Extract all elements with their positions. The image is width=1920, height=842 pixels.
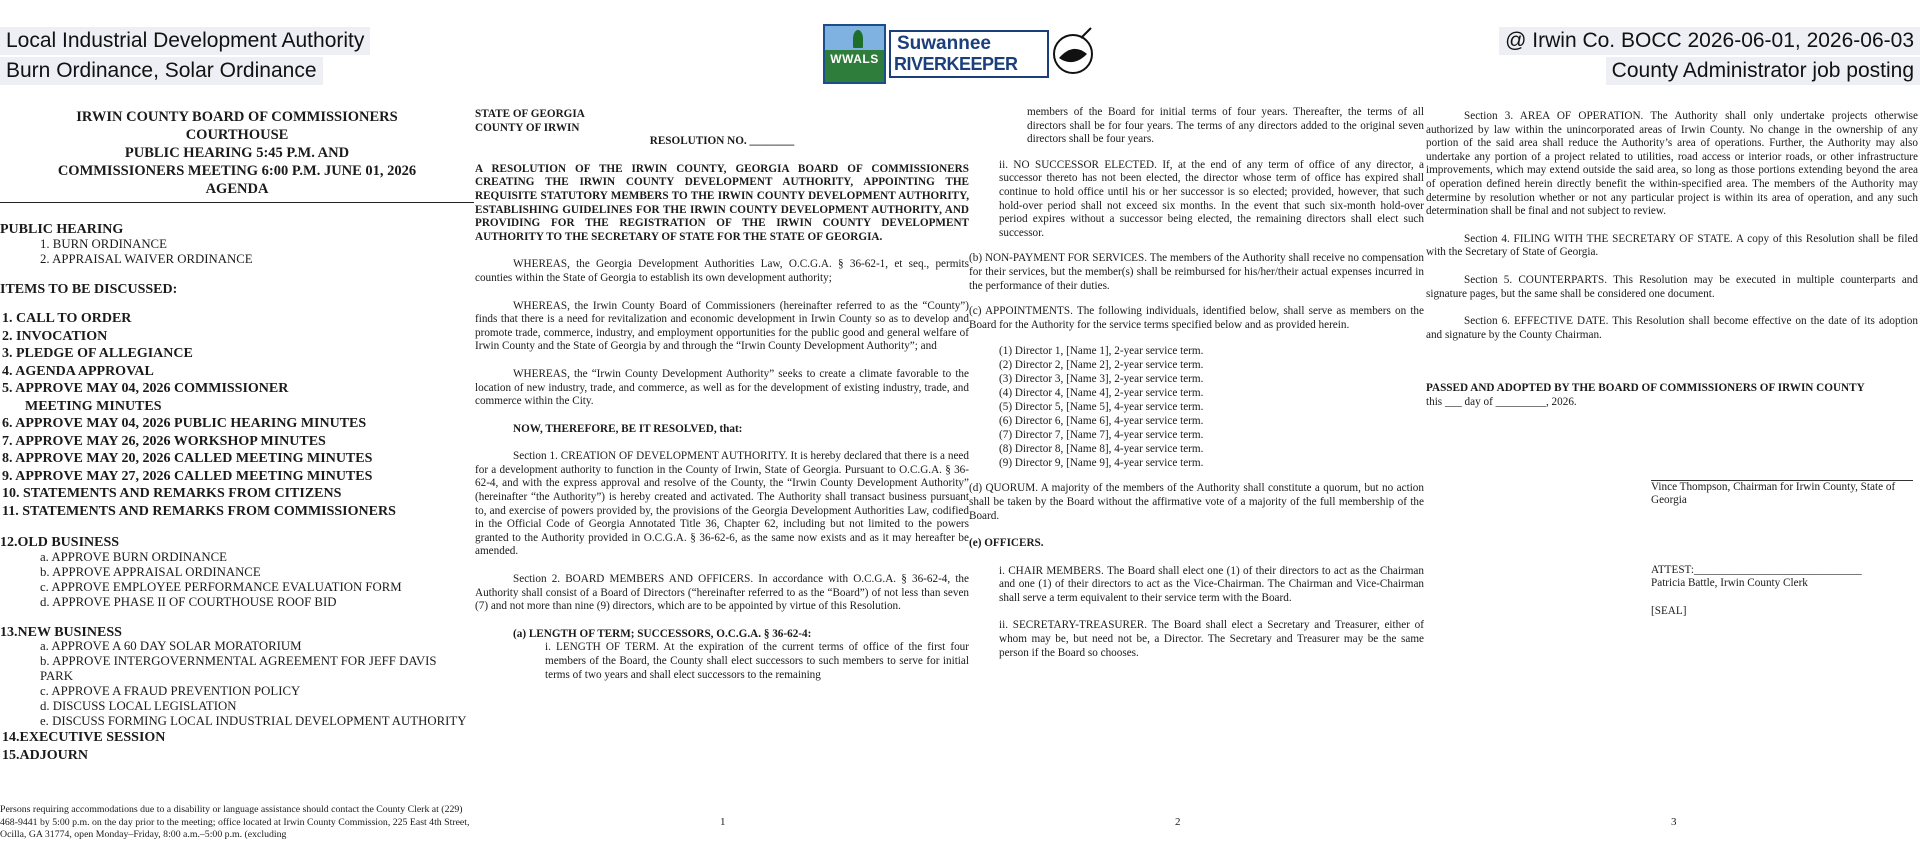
section-5: Section 5. COUNTERPARTS. This Resolution may be executed in multiple counterparts and signature pages, but the same shall be considered one document. — [1426, 273, 1918, 300]
list-item: e. DISCUSS FORMING LOCAL INDUSTRIAL DEVELOPMENT AUTHORITY — [40, 714, 467, 729]
chairman-signature: Vince Thompson, Chairman for Irwin County, State of Georgia — [1651, 480, 1896, 507]
section-2a-i: i. LENGTH OF TERM. At the expiration of the current terms of office of the first four members of the Board, the County shall elect successors to such members to serve for initial terms of two years and shall elect successors to the remaining — [545, 641, 969, 681]
list-item: (8) Director 8, [Name 8], 4-year service term. — [999, 443, 1204, 456]
day-line: this ___ day of _________, 2026. — [1426, 395, 1577, 408]
agenda-item: 9. APPROVE MAY 27, 2026 CALLED MEETING MINUTES — [2, 468, 373, 484]
agenda-header-line: AGENDA — [205, 181, 269, 197]
agenda-item: 15.ADJOURN — [2, 747, 88, 763]
agenda-item: 4. AGENDA APPROVAL — [2, 363, 154, 379]
resolution-page-3 — [1426, 108, 1918, 618]
list-item: (6) Director 6, [Name 6], 4-year service term. — [999, 415, 1204, 428]
resolution-title: A RESOLUTION OF THE IRWIN COUNTY, GEORGIA BOARD OF COMMISSIONERS CREATING THE IRWIN COUNTY DEVELOPMENT AUTHORITY, APPOINTING THE REQUISITE STATUTORY MEMBERS TO THE IRWIN COUNTY DEVELOPMENT AUTHORITY, ESTABLISHING GUIDELINES FOR THE IRWIN COUNTY DEVELOPMENT AUTHORITY, AND PROVIDING FOR THE REGISTRATION OF THE IRWIN COUNTY DEVELOPMENT AUTHORITY TO THE SECRETARY OF STATE FOR THE STATE OF GEORGIA. — [475, 162, 969, 243]
caption-topic-ordinances: Burn Ordinance, Solar Ordinance — [0, 57, 323, 85]
list-item: a. APPROVE A 60 DAY SOLAR MORATORIUM — [40, 639, 302, 654]
appointments-clause: (c) APPOINTMENTS. The following individuals, identified below, shall serve as members on the Board for the Authority for the service terms specified below and as provided herein. — [969, 305, 1424, 331]
agenda-item: 10. STATEMENTS AND REMARKS FROM CITIZENS — [2, 486, 342, 502]
section-2a-heading: (a) LENGTH OF TERM; SUCCESSORS, O.C.G.A. § 36-62-4: — [513, 627, 812, 640]
wwals-logo-text: WWALS — [830, 52, 879, 66]
list-item: (3) Director 3, [Name 3], 2-year service term. — [999, 373, 1204, 386]
list-item: (9) Director 9, [Name 9], 4-year service term. — [999, 457, 1204, 470]
resolved-line: NOW, THEREFORE, BE IT RESOLVED, that: — [513, 422, 743, 435]
non-payment-clause: (b) NON-PAYMENT FOR SERVICES. The members of the Authority shall receive no compensation for their services, but the member(s) shall be reimbursed for his/her/their actual expenses incurred in the performance of their duties. — [969, 252, 1424, 292]
agenda-item: MEETING MINUTES — [25, 398, 162, 414]
passed-adopted-line: PASSED AND ADOPTED BY THE BOARD OF COMMISSIONERS OF IRWIN COUNTY — [1426, 382, 1865, 395]
agenda-header-line: PUBLIC HEARING 5:45 P.M. AND — [124, 145, 350, 161]
fish-emblem-icon — [1051, 24, 1095, 84]
agenda-header-line: COMMISSIONERS MEETING 6:00 P.M. JUNE 01, 2026 — [57, 163, 417, 179]
list-item: b. APPROVE INTERGOVERNMENTAL AGREEMENT FOR JEFF DAVIS — [40, 654, 437, 669]
list-item: (1) Director 1, [Name 1], 2-year service term. — [999, 345, 1204, 358]
agenda-header-line: IRWIN COUNTY BOARD OF COMMISSIONERS — [76, 109, 398, 125]
quorum-clause: (d) QUORUM. A majority of the members of the Authority shall constitute a quorum, but no action shall be taken by the Board without the affirmative vote of a majority of the full membership of the Board. — [969, 482, 1424, 522]
page-number: 1 — [720, 816, 726, 828]
caption-meeting-dates: @ Irwin Co. BOCC 2026-06-01, 2026-06-03 — [1499, 27, 1920, 55]
agenda-header-line: COURTHOUSE — [185, 127, 289, 143]
section-2: Section 2. BOARD MEMBERS AND OFFICERS. In accordance with O.C.G.A. § 36-62-4, the Authority shall consist of a Board of Directors (“hereinafter referred to as the “Board”) of not less than seven (7) and not more than nine (9) directors, which are to be appointed by virtue of this Resolution. — [475, 573, 969, 613]
items-discussed-heading: ITEMS TO BE DISCUSSED: — [0, 281, 178, 297]
riverkeeper-logo — [889, 30, 1049, 78]
list-item: (2) Director 2, [Name 2], 2-year service term. — [999, 359, 1204, 372]
agenda-item: 7. APPROVE MAY 26, 2026 WORKSHOP MINUTES — [2, 433, 326, 449]
list-item: d. APPROVE PHASE II OF COURTHOUSE ROOF BID — [40, 594, 337, 609]
list-item: c. APPROVE A FRAUD PREVENTION POLICY — [40, 684, 301, 699]
seal-placeholder: [SEAL] — [1651, 604, 1687, 617]
old-business-heading: 12.OLD BUSINESS — [0, 535, 120, 551]
list-item: (4) Director 4, [Name 4], 2-year service term. — [999, 387, 1204, 400]
page-number: 3 — [1671, 816, 1677, 828]
page-number: 2 — [1175, 816, 1181, 828]
whereas-paragraph: WHEREAS, the “Irwin County Development Authority” seeks to create a climate favorable to the location of new industry, trade, and commerce, as well as for the development of existing industry, trade, and commerce within the City. — [475, 367, 969, 408]
resolution-page-2 — [969, 108, 1424, 660]
clerk-name: Patricia Battle, Irwin County Clerk — [1651, 577, 1808, 590]
agenda-item: 3. PLEDGE OF ALLEGIANCE — [2, 346, 193, 362]
agenda-header — [0, 108, 474, 198]
agenda-item: 14.EXECUTIVE SESSION — [2, 730, 166, 746]
caption-topic-authority: Local Industrial Development Authority — [0, 27, 370, 55]
agenda-item: 1. CALL TO ORDER — [2, 311, 132, 327]
wwals-logo — [823, 24, 886, 84]
whereas-paragraph: WHEREAS, the Irwin County Board of Commissioners (hereinafter referred to as the “County”) finds that there is a need for revitalization and economic development in Irwin County so as to develop and promote trade, commerce, industry, and employment opportunities for the public good and general welfare of Irwin County and the State of Georgia by and through the “Irwin County Development Authority”; and — [475, 299, 969, 353]
section-6: Section 6. EFFECTIVE DATE. This Resolution shall become effective on the date of its adoption and signature by the County Chairman. — [1426, 315, 1918, 341]
riverkeeper-logo-bottom: RIVERKEEPER — [894, 54, 1018, 74]
agenda-footnote: Persons requiring accommodations due to a disability or language assistance should contact the County Clerk at (229) 468-9441 by 5:00 p.m. on the day prior to the meeting; office located at Irwin County Commission, 225 East 4th Street, Ocilla, GA 31774, open Monday–Friday, 8:00 a.m.–5:00 p.m. (excluding — [0, 804, 470, 841]
agenda-item: 2. INVOCATION — [2, 328, 108, 344]
section-4: Section 4. FILING WITH THE SECRETARY OF STATE. A copy of this Resolution shall be filed with the Secretary of State of Georgia. — [1426, 232, 1918, 259]
list-item: PARK — [40, 669, 73, 684]
no-successor-clause: ii. NO SUCCESSOR ELECTED. If, at the end of any term of office of any director, a successor thereto has not been elected, the director whose term of office has expired shall continue to hold office until his or her successor is so elected; provided, however, that such hold-over period shall not exceed six months. In the event that such six-month hold-over period expires without a successor being elected, the remaining directors shall elect such successor. — [999, 158, 1424, 239]
whereas-paragraph: WHEREAS, the Georgia Development Authorities Law, O.C.G.A. § 36-62-1, et seq., permits counties within the State of Georgia to establish its own development authority; — [475, 258, 969, 284]
secretary-treasurer-clause: ii. SECRETARY-TREASURER. The Board shall elect a Secretary and Treasurer, either of whom may be, but need not be, a Director. The Secretary and Treasurer may be the same person if the Board so chooses. — [999, 619, 1424, 659]
state-line: STATE OF GEORGIA — [475, 108, 585, 120]
list-item: b. APPROVE APPRAISAL ORDINANCE — [40, 564, 261, 579]
riverkeeper-logo-top: Suwannee — [897, 33, 991, 54]
list-item: 1. BURN ORDINANCE — [40, 236, 167, 251]
divider — [0, 202, 474, 203]
list-item: 2. APPRAISAL WAIVER ORDINANCE — [40, 251, 253, 266]
list-item: c. APPROVE EMPLOYEE PERFORMANCE EVALUATION FORM — [40, 579, 402, 594]
caption-job-posting: County Administrator job posting — [1606, 57, 1920, 85]
agenda-item: 8. APPROVE MAY 20, 2026 CALLED MEETING MINUTES — [2, 451, 373, 467]
section-3: Section 3. AREA OF OPERATION. The Authority shall only undertake projects otherwise authorized by law within the unincorporated areas of Irwin County. No change in the ownership of any portion of the said area shall reduce the Authority’s area of operations. Further, the Authority may also undertake any portion of a project related to utilities, road access or interior roads, or other infrastructure improvements, which may extend outside the said area, so long as those portions extending beyond the area of operation defined herein directly benefit the within-specified area. The members of the Authority may determine by resolution whether or not any particular project is within its area of operation, and any such determination shall be final and not subject to review. — [1426, 110, 1918, 218]
list-item: (5) Director 5, [Name 5], 4-year service term. — [999, 401, 1204, 414]
new-business-heading: 13.NEW BUSINESS — [0, 624, 122, 640]
list-item: a. APPROVE BURN ORDINANCE — [40, 549, 227, 564]
resolution-page-1 — [475, 108, 969, 682]
attest-line: ATTEST:______________________________ — [1651, 563, 1862, 576]
tree-icon — [853, 30, 863, 48]
list-item: (7) Director 7, [Name 7], 4-year service term. — [999, 429, 1204, 442]
agenda-item: 6. APPROVE MAY 04, 2026 PUBLIC HEARING MINUTES — [2, 416, 367, 432]
section-1: Section 1. CREATION OF DEVELOPMENT AUTHORITY. It is hereby declared that there is a need for a development authority to function in the County of Irwin, State of Georgia. Pursuant to O.C.G.A. § 36-62-4, and with the express approval and resolve of the County, the “Irwin County Development Authority” (hereinafter “the Authority”) is hereby created and activated. The Authority shall transact business pursuant to, and exercise of powers provided by, the provisions of the Georgia Development Authorities Law, codified in the Official Code of Georgia Annotated Title 36, Chapter 62, including but not limited to the powers granted to the Authority provided in O.C.G.A. § 36-62-6, as the same now exists and as it may hereafter be amended. — [475, 450, 969, 558]
county-line: COUNTY OF IRWIN — [475, 121, 580, 134]
agenda-page — [0, 108, 474, 764]
list-item: d. DISCUSS LOCAL LEGISLATION — [40, 699, 237, 714]
officers-heading: (e) OFFICERS. — [969, 537, 1044, 550]
logo-group — [823, 24, 1096, 86]
agenda-item: 5. APPROVE MAY 04, 2026 COMMISSIONER — [2, 381, 289, 397]
director-list — [969, 344, 1424, 470]
chair-members-clause: i. CHAIR MEMBERS. The Board shall elect one (1) of their directors to act as the Chairman and one (1) of their directors to act as the Vice-Chairman. The Chairman and Vice-Chairman shall serve a term equivalent to their service term with the Board. — [999, 564, 1424, 604]
public-hearing-heading: PUBLIC HEARING — [0, 222, 124, 237]
resolution-number: RESOLUTION NO. ________ — [649, 135, 795, 148]
term-continuation: members of the Board for initial terms of four years. Thereafter, the terms of all directors shall be for four years. The terms of any directors added to the original seven directors shall be four years. — [1027, 106, 1424, 146]
agenda-item: 11. STATEMENTS AND REMARKS FROM COMMISSIONERS — [2, 503, 396, 519]
